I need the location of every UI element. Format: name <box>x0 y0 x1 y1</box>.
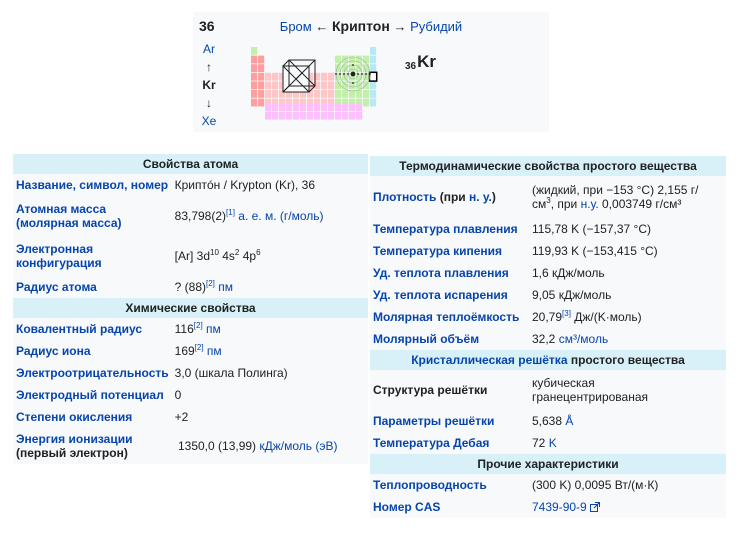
element-cell <box>258 99 264 107</box>
cov-radius-label[interactable]: Ковалентный радиус <box>16 322 143 336</box>
density-part: см <box>532 197 547 211</box>
ion-radius-value <box>172 340 368 362</box>
f-block-cell <box>314 103 320 111</box>
name-label[interactable]: Название, символ, номер <box>16 178 169 192</box>
config-sup: 6 <box>256 248 261 257</box>
ionization-label-text-2: (первый электрон) <box>16 446 128 460</box>
mass-value <box>172 196 368 236</box>
ionization-unit2-link[interactable]: (эВ) <box>315 439 338 453</box>
vaporization-heat-label[interactable]: Уд. теплота испарения <box>373 288 508 302</box>
element-cell <box>251 56 257 64</box>
element-cell <box>258 64 264 72</box>
boiling-label[interactable]: Температура кипения <box>373 244 503 258</box>
heat-capacity-label[interactable]: Молярная теплоёмкость <box>373 310 520 324</box>
f-block-cell <box>265 112 271 120</box>
f-block-cell <box>307 112 313 120</box>
table-row <box>370 496 726 518</box>
vertical-navigation <box>193 40 225 130</box>
table-row <box>370 240 726 262</box>
density-nu-link[interactable]: н.у. <box>580 197 599 211</box>
table-row <box>13 428 368 464</box>
melting-value: 115,78 K (−157,37 °C) <box>532 222 651 236</box>
table-row <box>370 432 726 454</box>
ionization-value <box>172 428 368 464</box>
table-row <box>370 176 726 218</box>
table-row <box>13 384 368 406</box>
ionization-label[interactable] <box>13 428 172 464</box>
symbol-atomic-number: 36 <box>405 61 417 72</box>
density-part: (жидкий, при −153 °C) 2,155 г/ <box>532 183 699 197</box>
cap-ref-link[interactable]: [3] <box>562 309 571 318</box>
element-cell <box>251 64 257 72</box>
config-part: [Ar] 3d <box>174 249 210 263</box>
f-block-cell <box>286 112 292 120</box>
debye-label[interactable]: Температура Дебая <box>373 436 490 450</box>
section-title-crystal <box>370 350 726 370</box>
radius-number: ? (88) <box>174 280 206 294</box>
arrow-up-icon: ↑ <box>206 60 212 74</box>
f-block-cell <box>279 103 285 111</box>
electrode-potential-label[interactable]: Электродный потенциал <box>16 388 164 402</box>
conductivity-value: (300 K) 0,0095 Вт/(м·К) <box>532 478 659 492</box>
density-sup: 3 <box>546 196 551 205</box>
electron-shell-icon <box>333 54 373 94</box>
vol-number: 32,2 <box>532 332 556 346</box>
lattice-param-label[interactable]: Параметры решётки <box>373 414 495 428</box>
config-label[interactable]: Электронная конфигурация <box>16 242 102 270</box>
table-row <box>370 306 726 328</box>
f-block-cell <box>293 103 299 111</box>
arrow-down-icon: ↓ <box>206 96 212 110</box>
table-row <box>13 276 368 298</box>
cap-unit: Дж/(K·моль) <box>574 310 642 324</box>
element-cell <box>258 56 264 64</box>
config-part: 4p <box>239 249 257 263</box>
table-row <box>370 218 726 240</box>
arrow-right-icon: → <box>393 19 407 34</box>
mass-unit-link[interactable]: а. е. м. <box>238 209 277 223</box>
mass-number: 83,798(2) <box>174 209 227 223</box>
cov-ref-link[interactable]: [2] <box>193 321 203 330</box>
electrode-potential-value: 0 <box>174 388 182 402</box>
f-block-cell <box>314 112 320 120</box>
element-cell <box>265 90 271 98</box>
f-block-cell <box>300 103 306 111</box>
molar-volume-value <box>529 328 726 350</box>
arrow-left-icon: ← <box>315 19 329 34</box>
density-label[interactable] <box>370 176 529 218</box>
table-row <box>13 174 368 196</box>
ionization-unit-link[interactable]: кДж/моль <box>259 439 313 453</box>
density-part: , при <box>550 197 581 211</box>
table-row <box>370 262 726 284</box>
table-row <box>13 236 368 276</box>
element-header <box>193 12 549 132</box>
density-label-text[interactable]: Плотность <box>373 190 437 204</box>
f-block-cell <box>356 103 362 111</box>
table-row <box>370 370 726 410</box>
element-cell <box>265 81 271 89</box>
ion-number: 169 <box>174 344 195 358</box>
density-label-paren-close: ) <box>491 190 496 204</box>
element-cell <box>251 90 257 98</box>
f-block-cell <box>349 103 355 111</box>
f-block-cell <box>321 103 327 111</box>
element-cell <box>321 73 327 81</box>
mass-label-text[interactable]: Атомная масса <box>16 202 107 216</box>
cas-link[interactable]: 7439-90-9 <box>532 500 587 514</box>
table-row <box>370 410 726 432</box>
oxidation-label[interactable]: Степени окисления <box>16 410 133 424</box>
mass-label[interactable] <box>13 196 172 236</box>
molar-volume-label[interactable]: Молярный объём <box>373 332 480 346</box>
element-cell <box>265 73 271 81</box>
table-row <box>370 474 726 496</box>
substance-properties-table <box>370 156 726 518</box>
f-block-cell <box>272 112 278 120</box>
table-row <box>370 284 726 306</box>
f-block-cell <box>342 103 348 111</box>
external-link-icon <box>590 502 600 512</box>
element-cell <box>251 47 257 55</box>
f-block-cell <box>328 112 334 120</box>
current-element-name: Криптон <box>331 18 390 34</box>
table-row <box>13 318 368 340</box>
element-symbol <box>405 52 436 72</box>
ionization-label-text[interactable]: Энергия ионизации <box>16 432 133 446</box>
section-title-atom: Свойства атома <box>13 154 368 174</box>
density-label-link[interactable]: н. у. <box>469 190 492 204</box>
f-block-cell <box>349 112 355 120</box>
vaporization-heat-value: 9,05 кДж/моль <box>532 288 612 302</box>
config-sup: 2 <box>234 248 240 257</box>
mass-ref-link[interactable]: [1] <box>226 208 235 217</box>
element-cell <box>363 99 369 107</box>
f-block-cell <box>356 112 362 120</box>
f-block-cell <box>342 112 348 120</box>
table-row <box>13 340 368 362</box>
f-block-cell <box>335 103 341 111</box>
f-block-cell <box>307 103 313 111</box>
element-cell <box>321 90 327 98</box>
cov-radius-value <box>172 318 368 340</box>
config-part: 4s <box>218 249 235 263</box>
f-block-cell <box>328 103 334 111</box>
fusion-heat-label[interactable]: Уд. теплота плавления <box>373 266 509 280</box>
cas-label[interactable]: Номер CAS <box>373 500 441 514</box>
ion-ref-link[interactable]: [2] <box>194 343 204 352</box>
electronegativity-value: 3,0 (шкала Полинга) <box>174 366 288 380</box>
density-part: 0,003749 г/см³ <box>598 197 682 211</box>
below-element-link[interactable]: Xe <box>201 114 217 128</box>
kelvin-link[interactable]: K <box>548 436 557 450</box>
f-block-cell <box>279 112 285 120</box>
lattice-structure-label-text: Структура решётки <box>373 383 488 397</box>
cap-number: 20,79 <box>532 310 563 324</box>
table-row <box>13 406 368 428</box>
f-block-cell <box>265 103 271 111</box>
boiling-value: 119,93 K (−153,415 °C) <box>532 244 658 258</box>
horizontal-navigation <box>193 18 549 34</box>
crystal-lattice-link[interactable]: Кристаллическая решётка <box>411 353 568 367</box>
lattice-structure-value <box>529 370 726 410</box>
mass-unit2-link[interactable]: (г/моль) <box>279 209 324 223</box>
table-row <box>370 328 726 350</box>
radius-unit-link[interactable]: пм <box>218 280 233 294</box>
cas-value <box>529 496 726 518</box>
f-block-cell <box>335 112 341 120</box>
param-number: 5,638 <box>532 414 563 428</box>
section-title-chem: Химические свойства <box>13 298 368 318</box>
f-block-cell <box>286 103 292 111</box>
radius-label[interactable]: Радиус атома <box>16 280 97 294</box>
section-title-other: Прочие характеристики <box>370 454 726 474</box>
density-label-paren: (при <box>439 190 466 204</box>
ion-unit-link[interactable]: пм <box>206 344 222 358</box>
radius-ref-link[interactable]: [2] <box>206 279 215 288</box>
lattice-structure-line2: гранецентрированая <box>532 390 648 404</box>
config-value <box>172 236 368 276</box>
element-cell <box>321 81 327 89</box>
lattice-structure-line1: кубическая <box>532 376 595 390</box>
element-cell <box>370 99 376 107</box>
lattice-structure-label <box>370 370 529 410</box>
f-block-cell <box>321 112 327 120</box>
crystal-lattice-icon <box>275 56 321 100</box>
element-cell <box>251 81 257 89</box>
table-row <box>13 196 368 236</box>
cov-unit-link[interactable]: пм <box>206 322 221 336</box>
section-title-thermo: Термодинамические свойства простого вещества <box>370 156 726 176</box>
element-cell <box>258 81 264 89</box>
oxidation-value: +2 <box>174 410 189 424</box>
f-block-cell <box>300 112 306 120</box>
element-cell <box>258 73 264 81</box>
ionization-number: 1350,0 (13,99) <box>177 439 257 453</box>
ion-radius-label[interactable]: Радиус иона <box>16 344 91 358</box>
above-element-link[interactable]: Ar <box>203 42 215 56</box>
debye-value <box>529 432 726 454</box>
table-row <box>13 362 368 384</box>
element-cell <box>251 99 257 107</box>
electronegativity-label[interactable]: Электроотрицательность <box>16 366 169 380</box>
density-value <box>529 176 726 218</box>
prev-element-link[interactable]: Бром <box>279 19 312 34</box>
fusion-heat-value: 1,6 кДж/моль <box>532 266 605 280</box>
cov-number: 116 <box>174 322 194 336</box>
vol-unit-link[interactable]: см³/моль <box>558 332 609 346</box>
debye-number: 72 <box>532 436 546 450</box>
current-symbol: Kr <box>202 78 216 92</box>
atomic-number: 36 <box>199 18 215 34</box>
name-value: Криптóн / Krypton (Kr), 36 <box>174 178 316 192</box>
atom-properties-table <box>13 154 368 464</box>
element-cell <box>251 73 257 81</box>
mass-label-text-2[interactable]: (молярная масса) <box>16 216 122 230</box>
heat-capacity-value <box>529 306 726 328</box>
symbol-text: Kr <box>417 52 437 71</box>
next-element-link[interactable]: Рубидий <box>410 19 463 34</box>
melting-label[interactable]: Температура плавления <box>373 222 518 236</box>
radius-value <box>172 276 368 298</box>
crystal-title-rest: простого вещества <box>567 353 685 367</box>
element-cell <box>258 90 264 98</box>
conductivity-label[interactable]: Теплопроводность <box>373 478 487 492</box>
f-block-cell <box>272 103 278 111</box>
angstrom-link[interactable]: Å <box>565 414 574 428</box>
f-block-cell <box>293 112 299 120</box>
config-sup: 10 <box>210 248 219 257</box>
lattice-param-value <box>529 410 726 432</box>
